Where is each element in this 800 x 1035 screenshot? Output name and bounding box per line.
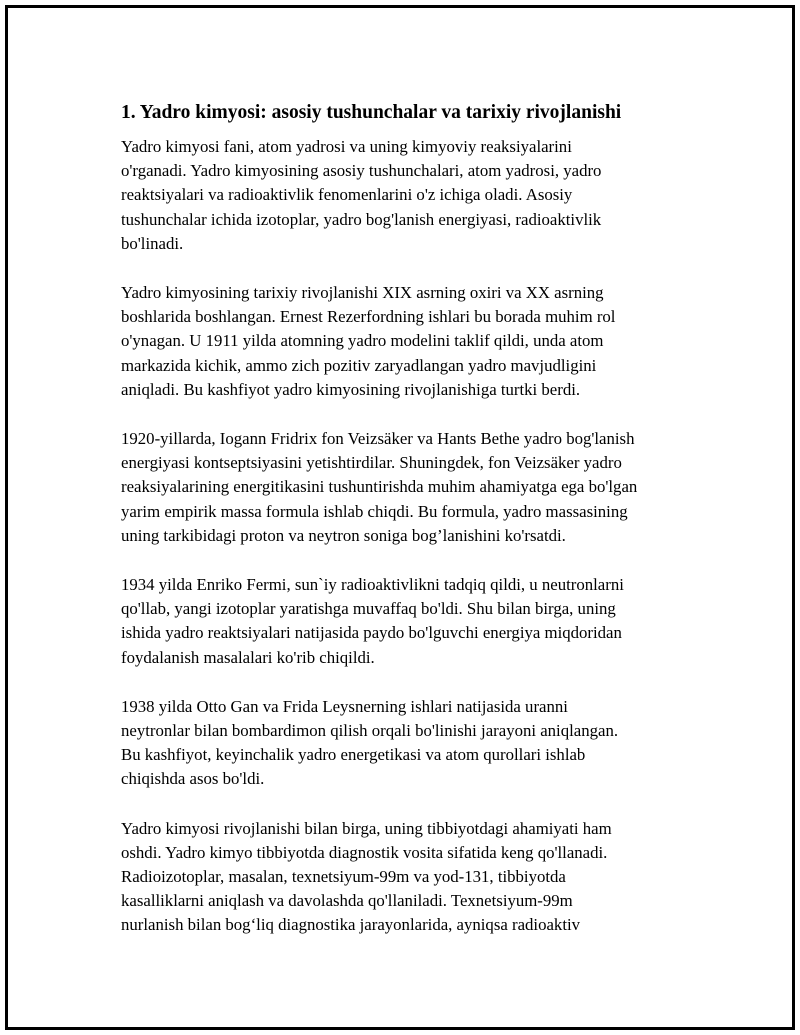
text-line: bo'linadi. bbox=[121, 233, 184, 253]
text-line: chiqishda asos bo'ldi. bbox=[121, 769, 265, 789]
paragraph-3 bbox=[121, 427, 701, 548]
text-line: boshlarida boshlangan. Ernest Rezerfordning ishlari bu borada muhim rol bbox=[121, 307, 616, 327]
paragraph-6 bbox=[121, 817, 701, 938]
text-line: yarim empirik massa formula ishlab chiqdi. Bu formula, yadro massasining bbox=[121, 501, 628, 521]
paragraph-2 bbox=[121, 281, 701, 402]
text-line: reaktsiyalari va radioaktivlik fenomenlarini o'z ichiga oladi. Asosiy bbox=[121, 185, 573, 205]
text-line: tushunchalar ichida izotoplar, yadro bog'lanish energiyasi, radioaktivlik bbox=[121, 209, 602, 229]
page-frame bbox=[5, 5, 795, 1030]
text-line: oshdi. Yadro kimyo tibbiyotda diagnostik vosita sifatida keng qo'llanadi. bbox=[121, 842, 608, 862]
text-line: qo'llab, yangi izotoplar yaratishga muvaffaq bo'ldi. Shu bilan birga, uning bbox=[121, 599, 616, 619]
text-line: uning tarkibidagi proton va neytron soniga bog’lanishini ko'rsatdi. bbox=[121, 525, 566, 545]
text-line: kasalliklarni aniqlash va davolashda qo'llaniladi. Texnetsiyum-99m bbox=[121, 891, 573, 911]
text-line: Yadro kimyosi rivojlanishi bilan birga, uning tibbiyotdagi ahamiyati ham bbox=[121, 818, 612, 838]
text-line: aniqladi. Bu kashfiyot yadro kimyosining rivojlanishiga turtki berdi. bbox=[121, 379, 581, 399]
text-line: nurlanish bilan bog‘liq diagnostika jarayonlarida, ayniqsa radioaktiv bbox=[121, 915, 581, 935]
text-line: 1938 yilda Otto Gan va Frida Leysnerning ishlari natijasida uranni bbox=[121, 696, 568, 716]
paragraph-5 bbox=[121, 695, 701, 792]
text-line: reaksiyalarining energitikasini tushuntirishda muhim ahamiyatga ega bo'lgan bbox=[121, 477, 638, 497]
text-line: Radioizotoplar, masalan, texnetsiyum-99m va yod-131, tibbiyotda bbox=[121, 867, 566, 887]
text-line: 1934 yilda Enriko Fermi, sun`iy radioaktivlikni tadqiq qildi, u neutronlarni bbox=[121, 575, 624, 595]
text-line: markazida kichik, ammo zich pozitiv zaryadlangan yadro mavjudligini bbox=[121, 355, 597, 375]
text-line: Yadro kimyosi fani, atom yadrosi va uning kimyoviy reaksiyalarini bbox=[121, 137, 572, 156]
text-line: neytronlar bilan bombardimon qilish orqali bo'linishi jarayoni aniqlangan. bbox=[121, 721, 619, 741]
text-line: ishida yadro reaktsiyalari natijasida paydo bo'lguvchi energiya miqdoridan bbox=[121, 623, 622, 643]
section-heading: 1. Yadro kimyosi: asosiy tushunchalar va tarixiy rivojlanishi bbox=[121, 102, 622, 123]
text-line: Yadro kimyosining tarixiy rivojlanishi XIX asrning oxiri va XX asrning bbox=[121, 283, 604, 303]
paragraph-1 bbox=[121, 135, 701, 256]
document-body bbox=[121, 100, 701, 963]
text-line: 1920-yillarda, Iogann Fridrix fon Veizsäker va Hants Bethe yadro bog'lanish bbox=[121, 429, 635, 449]
text-line: energiyasi kontseptsiyasini yetishtirdilar. Shuningdek, fon Veizsäker yadro bbox=[121, 453, 622, 473]
text-line: o'ynagan. U 1911 yilda atomning yadro modelini taklif qildi, unda atom bbox=[121, 331, 604, 351]
text-line: foydalanish masalalari ko'rib chiqildi. bbox=[121, 647, 375, 667]
text-line: Bu kashfiyot, keyinchalik yadro energetikasi va atom qurollari ishlab bbox=[121, 745, 586, 765]
paragraph-4 bbox=[121, 573, 701, 670]
text-line: o'rganadi. Yadro kimyosining asosiy tushunchalari, atom yadrosi, yadro bbox=[121, 161, 602, 181]
